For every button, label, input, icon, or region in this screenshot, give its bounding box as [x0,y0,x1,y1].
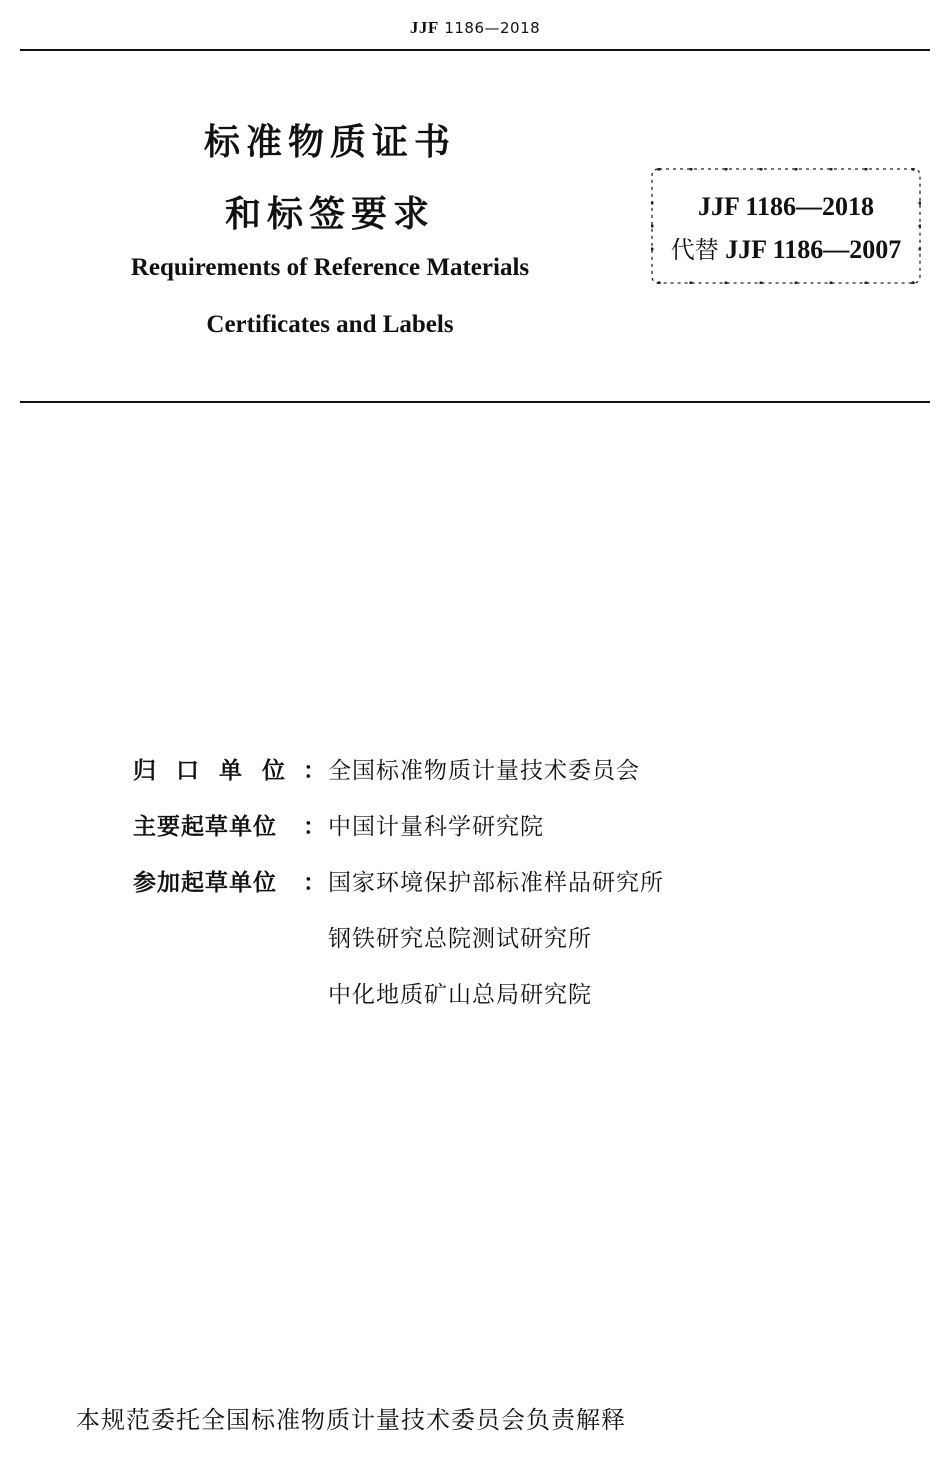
colon: ： [303,870,326,896]
title-block-rule [20,401,930,403]
responsible-unit-label: 归口单位 [133,758,305,784]
participating-unit-value: 中化地质矿山总局研究院 [328,982,592,1008]
main-drafting-unit-label: 主要起草单位 [133,814,277,840]
colon: ： [303,758,326,784]
main-drafting-unit-value: 中国计量科学研究院 [328,814,544,840]
title-en-line2: Certificates and Labels [206,311,454,338]
title-cn-line1: 标准物质证书 [203,122,456,163]
responsible-unit-value: 全国标准物质计量技术委员会 [328,758,640,784]
participating-unit-label: 参加起草单位 [133,870,277,896]
interpretation-note: 本规范委托全国标准物质计量技术委员会负责解释 [76,1406,626,1434]
header-rule [20,49,930,51]
standard-code: JJF 1186—2018 [698,192,874,221]
running-header-code-prefix: JJF [409,18,439,37]
participating-unit-value: 国家环境保护部标准样品研究所 [328,870,664,896]
decorative-border [651,168,921,284]
title-cn-line2: 和标签要求 [224,194,435,235]
title-en-line1: Requirements of Reference Materials [130,254,530,281]
replaces-line [651,230,921,265]
participating-unit-value: 钢铁研究总院测试研究所 [328,926,592,952]
running-header-code-number: 1186—2018 [444,19,541,37]
colon: ： [303,814,326,840]
running-header [0,18,950,38]
replaces-code: JJF 1186—2007 [725,235,902,264]
replaces-prefix: 代替 [670,236,719,264]
standard-code-box [651,168,921,284]
